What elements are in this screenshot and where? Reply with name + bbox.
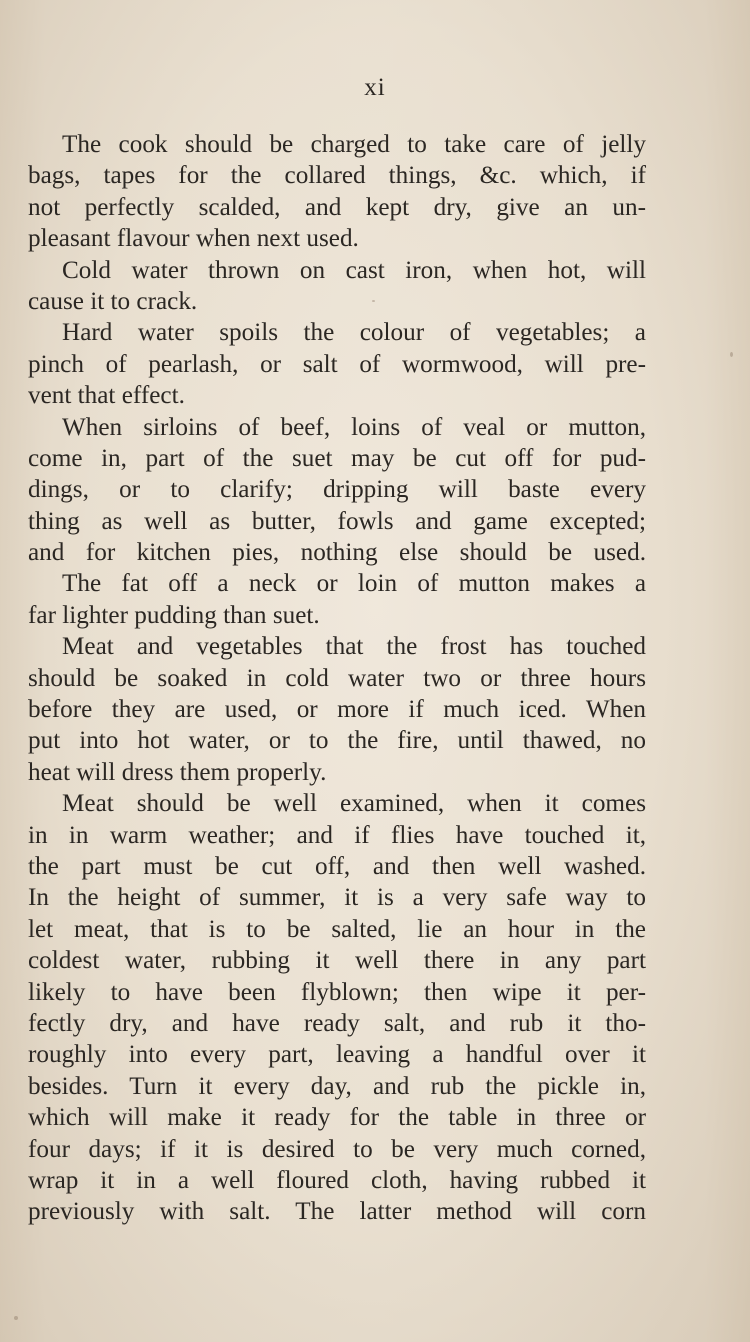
text-line: Meat should be well examined, when it comes [62, 790, 646, 818]
page-number: xi [364, 74, 386, 101]
text-line: heat will dress them properly. [28, 758, 327, 786]
text-line: The cook should be charged to take care of jelly [62, 131, 646, 158]
text-line: previously with salt. The latter method will corn [28, 1198, 646, 1226]
text-line: pleasant flavour when next used. [28, 225, 359, 253]
text-line: the part must be cut off, and then well washed. [28, 852, 646, 880]
text-line: four days; if it is desired to be very much corned, [28, 1135, 646, 1163]
text-line: thing as well as butter, fowls and game excepted; [28, 507, 646, 535]
paper-speck [14, 1316, 18, 1320]
text-line: in in warm weather; and if flies have touched it, [28, 821, 646, 849]
text-line: wrap it in a well floured cloth, having rubbed it [28, 1166, 646, 1194]
text-line: Hard water spoils the colour of vegetables; a [62, 319, 646, 347]
text-line: cause it to crack. [28, 287, 198, 315]
text-line: pinch of pearlash, or salt of wormwood, will pre- [28, 350, 646, 378]
text-line: Meat and vegetables that the frost has touched [62, 633, 646, 661]
text-line: far lighter pudding than suet. [28, 601, 320, 629]
paper-speck [730, 352, 733, 357]
text-line: bags, tapes for the collared things, &c. which, if [28, 162, 646, 190]
text-line: let meat, that is to be salted, lie an hour in the [28, 915, 646, 943]
text-line: fectly dry, and have ready salt, and rub it tho- [28, 1009, 646, 1037]
text-line: likely to have been flyblown; then wipe it per- [28, 978, 646, 1006]
text-line: vent that effect. [28, 382, 185, 410]
text-line: put into hot water, or to the fire, until thawed, no [28, 727, 646, 755]
text-line: come in, part of the suet may be cut off for pud- [28, 444, 646, 472]
text-line: and for kitchen pies, nothing else should be used. [28, 539, 646, 567]
text-line: which will make it ready for the table in three or [28, 1104, 646, 1132]
text-line: coldest water, rubbing it well there in any part [28, 947, 646, 975]
text-line: besides. Turn it every day, and rub the pickle in, [28, 1072, 646, 1100]
text-line: In the height of summer, it is a very safe way to [28, 884, 646, 912]
text-line: When sirloins of beef, loins of veal or mutton, [62, 413, 646, 441]
text-line: before they are used, or more if much iced. When [28, 696, 646, 724]
text-line: Cold water thrown on cast iron, when hot, will [62, 256, 646, 284]
text-line: not perfectly scalded, and kept dry, give an un- [28, 193, 646, 221]
text-line: The fat off a neck or loin of mutton makes a [62, 570, 646, 598]
text-line: dings, or to clarify; dripping will baste every [28, 476, 646, 504]
text-line: roughly into every part, leaving a handful over it [28, 1041, 646, 1069]
text-line: should be soaked in cold water two or three hours [28, 664, 646, 692]
body-text [28, 129, 646, 1228]
